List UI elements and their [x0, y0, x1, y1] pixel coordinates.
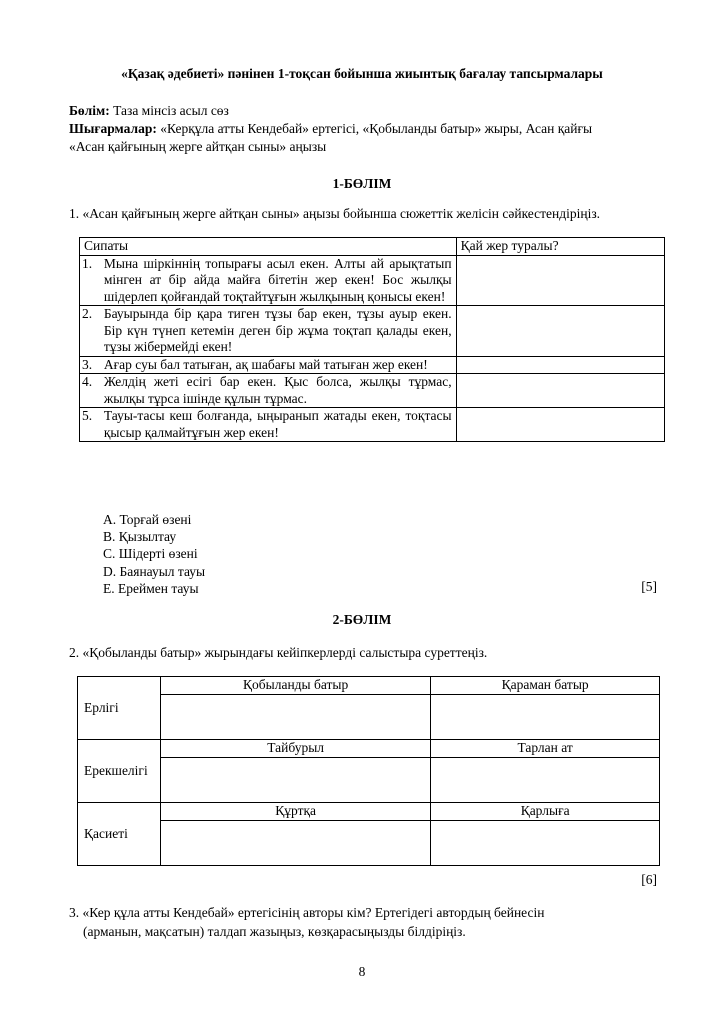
row-text: Ағар суы бал татыған, ақ шабағы май татыған жер екен! [98, 356, 456, 374]
question-1: 1. «Асан қайғының жерге айтқан сыны» аңызы бойынша сюжеттік желісін сәйкестендіріңіз. [69, 206, 601, 221]
character-name: Қарлыға [431, 803, 660, 821]
row-text: Тауы-тасы кеш болғанда, ыңыранып жатады екен, тоқтасы қысыр қалмайтұғын жер екен! [98, 408, 456, 442]
col-header-description: Сипаты [80, 238, 457, 256]
question-2: 2. «Қобыланды батыр» жырындағы кейіпкерлерді салыстыра суреттеңіз. [69, 645, 488, 660]
character-name: Қараман батыр [431, 677, 660, 695]
works-value-line2: «Асан қайғының жерге айтқан сыны» аңызы [69, 139, 327, 154]
table-header-row [78, 740, 660, 758]
table-header-row [78, 677, 660, 695]
table-row [80, 408, 665, 442]
question-3 [69, 903, 659, 941]
row-number: 4. [80, 374, 98, 408]
section-line [69, 103, 229, 119]
table-row [78, 821, 660, 866]
table-row [80, 255, 665, 306]
character-name: Тарлан ат [431, 740, 660, 758]
question-3-line2: (арманын, мақсатын) талдап жазыңыз, көзқарасыңызды білдіріңіз. [83, 924, 466, 939]
answer-cell[interactable] [456, 374, 664, 408]
character-name: Құртқа [161, 803, 431, 821]
row-label: Ерлігі [78, 677, 161, 740]
option-d: D. Баянауыл тауы [103, 563, 206, 579]
table-header-row [78, 803, 660, 821]
row-number: 5. [80, 408, 98, 442]
table-row [80, 356, 665, 374]
works-line [69, 121, 592, 137]
table-row [80, 374, 665, 408]
part2-marks: [6] [641, 872, 657, 887]
page-title: «Қазақ әдебиеті» пәнінен 1-тоқсан бойынша жиынтық бағалау тапсырмалары [121, 66, 603, 81]
row-number: 3. [80, 356, 98, 374]
option-c: C. Шідерті өзені [103, 546, 198, 562]
option-e: E. Ереймен тауы [103, 580, 199, 596]
answer-cell[interactable] [161, 758, 431, 803]
answer-cell[interactable] [456, 306, 664, 357]
row-text: Желдің жеті есігі бар екен. Қыс болса, жылқы тұрмас, жылқы тұрса ішінде құлын тұрмас. [98, 374, 456, 408]
answer-cell[interactable] [456, 356, 664, 374]
section-value: Таза мінсіз асыл сөз [113, 103, 229, 118]
works-label: Шығармалар: [69, 121, 157, 136]
matching-table [79, 237, 665, 442]
part1-marks: [5] [641, 579, 657, 594]
answer-cell[interactable] [161, 821, 431, 866]
character-name: Тайбурыл [161, 740, 431, 758]
answer-cell[interactable] [456, 408, 664, 442]
table-row [80, 306, 665, 357]
answer-cell[interactable] [431, 695, 660, 740]
answer-cell[interactable] [431, 821, 660, 866]
row-text: Мына шіркіннің топырағы асыл екен. Алты ай арықтатып мінген ат бір айда майға бітетін жер екен! Бос жылқы шідерлеп қойғандай тоқтайтұғын жылқының қонысы екен! [98, 255, 456, 306]
row-number: 1. [80, 255, 98, 306]
option-a: A. Торғай өзені [103, 512, 192, 527]
comparison-table [77, 676, 660, 866]
character-name: Қобыланды батыр [161, 677, 431, 695]
part1-heading: 1-БӨЛІМ [332, 176, 392, 191]
section-label: Бөлім: [69, 103, 110, 118]
row-text: Бауырында бір қара тиген тұзы бар екен, тұзы ауыр екен. Бір күн түнеп кетемін деген бір жұма тоқтап қалады екен, тұзы жібермейді екен! [98, 306, 456, 357]
works-value-line1: «Керқұла атты Кендебай» ертегісі, «Қобыланды батыр» жыры, Асан қайғы [160, 121, 593, 136]
answer-cell[interactable] [161, 695, 431, 740]
row-label: Қасиеті [78, 803, 161, 866]
option-b: B. Қызылтау [103, 529, 177, 545]
row-label: Ерекшелігі [78, 740, 161, 803]
table-row [78, 758, 660, 803]
answer-cell[interactable] [456, 255, 664, 306]
question-3-line1: 3. «Кер құла атты Кендебай» ертегісінің авторы кім? Ертегідегі автордың бейнесін [69, 905, 545, 920]
table-header-row [80, 238, 665, 256]
answer-cell[interactable] [431, 758, 660, 803]
part2-heading: 2-БӨЛІМ [332, 612, 392, 627]
row-number: 2. [80, 306, 98, 357]
page-number: 8 [358, 964, 366, 979]
col-header-place: Қай жер туралы? [456, 238, 664, 256]
table-row [78, 695, 660, 740]
options-list [103, 511, 205, 597]
